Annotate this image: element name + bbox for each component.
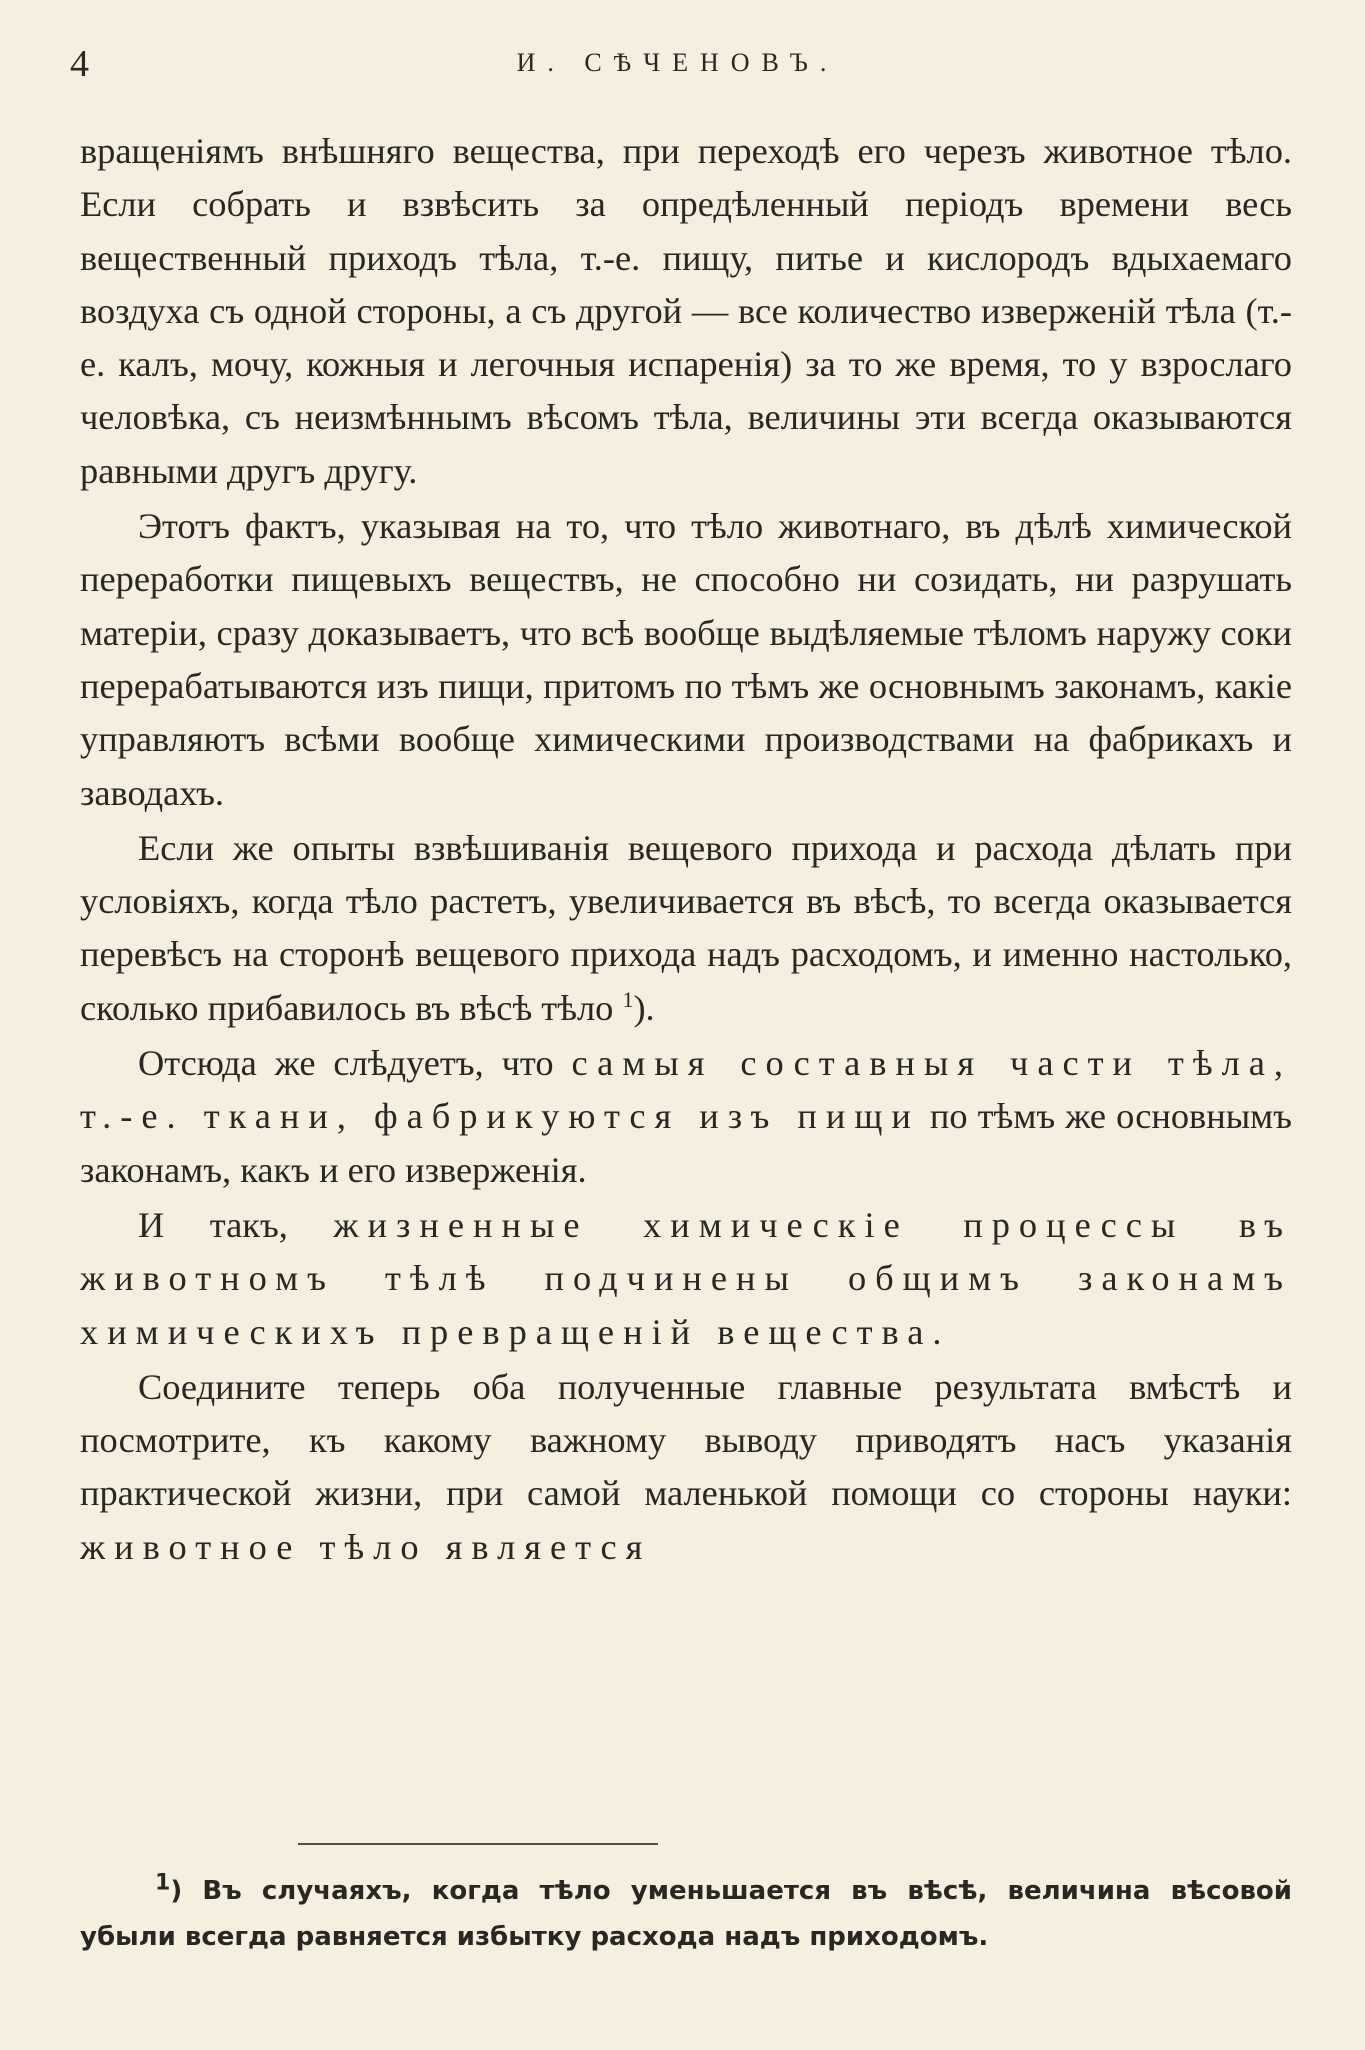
page-number: 4 [70, 43, 89, 85]
paragraph-5 [80, 1199, 1292, 1359]
paragraph-6-lead: Соедините теперь оба полученные главные результата вмѣстѣ и посмотрите, къ какому важному выводу приводятъ насъ указанія практической жизни, при самой маленькой помощи со стороны науки: [80, 1366, 1292, 1514]
paragraph-2: Этотъ фактъ, указывая на то, что тѣло животнаго, въ дѣлѣ химической переработки пищевыхъ веществъ, не способно ни созидать, ни разрушать матеріи, сразу доказываетъ, что всѣ вообще выдѣляемые тѣломъ наружу соки перерабатываются изъ пищи, притомъ по тѣмъ же основнымъ законамъ, какіе управляютъ всѣми вообще химическими производствами на фабрикахъ и заводахъ. [80, 506, 1292, 813]
page-header [70, 42, 1285, 85]
footnote-ref: 1 [622, 986, 634, 1012]
footnote-text: ) Въ случаяхъ, когда тѣло уменьшается въ вѣсѣ, величина вѣсовой убыли всегда равняется избытку расхода надъ приходомъ. [80, 1876, 1292, 1952]
footnote-marker: 1 [155, 1870, 171, 1896]
paragraph-3 [80, 822, 1292, 1035]
paragraph-4-tail: по тѣмъ же основнымъ законамъ, какъ и его изверженія. [80, 1096, 1292, 1190]
paragraph-3-text: Если же опыты взвѣшиванія вещевого прихода и расхода дѣлать при условіяхъ, когда тѣло растетъ, увеличивается въ вѣсѣ, то всегда оказывается перевѣсъ на сторонѣ вещевого прихода надъ расходомъ, и именно настолько, сколько прибавилось въ вѣсѣ тѣло [80, 827, 1292, 1028]
footnote-divider [298, 1843, 658, 1845]
body-text [80, 125, 1292, 1574]
paragraph-1: вращеніямъ внѣшняго вещества, при переходѣ его черезъ животное тѣло. Если собрать и взвѣсить за опредѣленный періодъ времени весь вещественный приходъ тѣла, т.-е. пищу, питье и кислородъ вдыхаемаго воздуха съ одной стороны, а съ другой — все количество изверженій тѣла (т.-е. калъ, мочу, кожныя и легочныя испаренія) за то же время, то у взрослаго человѣка, съ неизмѣннымъ вѣсомъ тѣла, величины эти всегда оказываются равными другъ другу. [80, 131, 1292, 491]
paragraph-4-lead: Отсюда же слѣдуетъ, что [138, 1043, 554, 1084]
paragraph-4-emphasis: самыя составныя части тѣла, т.-е. ткани, фабрикуются изъ пищи [80, 1043, 1292, 1137]
running-head: И. СѢЧЕНОВЪ. [516, 48, 839, 77]
paragraph-6 [80, 1361, 1292, 1574]
paragraph-5-lead: И такъ, [138, 1204, 288, 1245]
paragraph-5-emphasis: жизненные химическіе процессы въ животномъ тѣлѣ подчинены общимъ законамъ химическихъ превращеній вещества. [80, 1204, 1292, 1352]
paragraph-6-emphasis: животное тѣло является [80, 1526, 652, 1567]
footnote [80, 1868, 1292, 1960]
paragraph-3-end: ). [633, 987, 655, 1028]
paragraph-4 [80, 1037, 1292, 1197]
